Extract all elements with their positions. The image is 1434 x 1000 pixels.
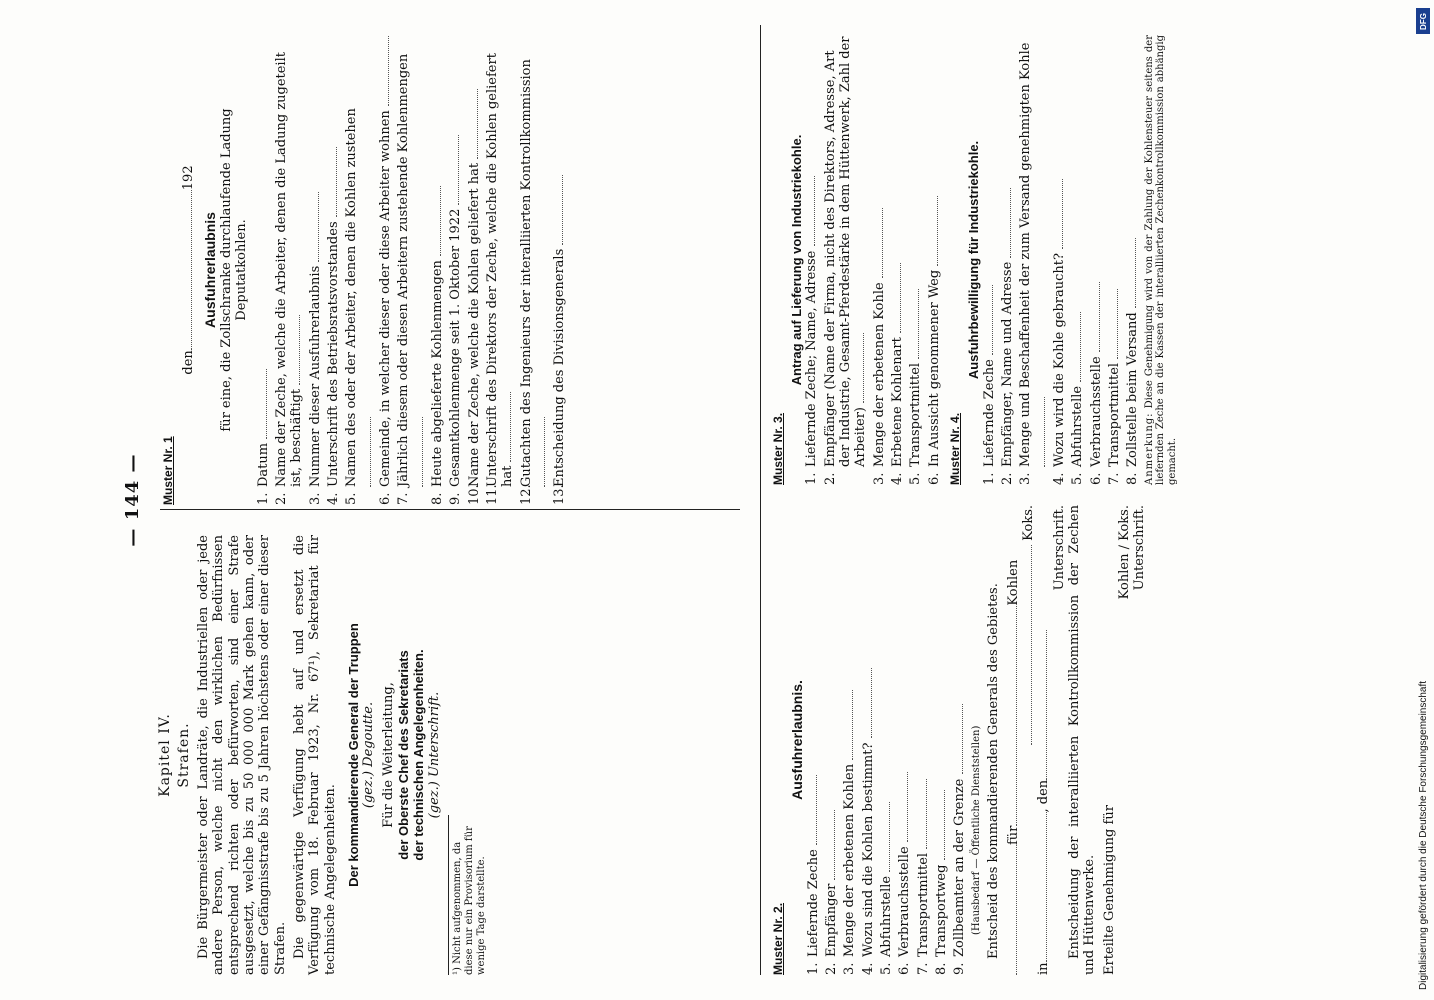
item-text: Namen des oder der Arbeiter, denen die Kohlen zustehen <box>344 108 360 487</box>
item-text: Gemeinde, in welcher dieser oder diese Arbeiter wohnen <box>377 106 393 487</box>
item-text: Unterschrift des Direktors der Zeche, welche die Kohlen geliefert hat <box>484 53 516 487</box>
chapter-section <box>155 535 487 975</box>
muster-2-items <box>806 505 968 975</box>
fill-in-line <box>926 779 927 849</box>
chapter-title: Kapitel IV. <box>157 713 173 797</box>
item-text: Erbetene Kohlenart <box>890 333 906 467</box>
item-text: Transportmittel <box>915 848 931 957</box>
fill-in-line <box>816 775 817 845</box>
secretary-signature: (gez.) Unterschrift. <box>426 691 442 819</box>
fill-in-line <box>889 802 890 872</box>
muster-1-item-3 <box>308 35 323 505</box>
fill-in-line <box>907 772 908 842</box>
muster-3-item-2 <box>823 35 869 485</box>
item-number: 7. <box>396 492 412 505</box>
dfg-logo: DFG <box>1416 8 1430 34</box>
fill-in-line <box>388 36 389 106</box>
item-text: Heute abgelieferte Kohlenmengen <box>429 255 445 487</box>
muster-2-item-2 <box>824 505 839 975</box>
muster-2-item-6 <box>897 505 912 975</box>
penalty-paragraph: Die Bürgermeister oder Landräte, die Industriellen oder jede andere Person, welche nicht den wirklichen Bedürfnissen entsprechend richten oder befürworten, sind einer Strafe ausgesetzt, welche bis zu 50 000 000 Mark gehen kann, oder einer Gefängnisstrafe bis zu 5 Jahren höchstens oder einer dieser Strafen. <box>196 535 288 975</box>
fill-in-line <box>510 392 511 462</box>
muster-2-item-7 <box>916 505 931 975</box>
item-number: 3. <box>307 492 323 505</box>
item-number: 4. <box>890 472 906 485</box>
item-text: Jährlich diesem oder diesen Arbeitern zustehende Kohlenmengen <box>396 53 412 487</box>
rotated-document <box>60 25 1434 975</box>
item-text: Empfänger, Name und Adresse <box>999 257 1015 467</box>
item-text: Entscheidung des Divisionsgenerals <box>552 244 568 487</box>
item-number: 3. <box>871 472 887 485</box>
fill-in-line <box>477 89 478 159</box>
muster-1-item-13 <box>552 35 567 505</box>
item-text: Transportweg <box>933 860 949 957</box>
muster-4-title: Ausfuhrbewilligung für Industriekohle. <box>966 140 982 380</box>
fill-in-line <box>852 690 853 760</box>
item-text: Datum <box>255 438 271 487</box>
fuer-line: für Kohlen <box>1006 505 1021 975</box>
muster-4-item-2 <box>1000 35 1015 485</box>
item-number: 6. <box>897 962 913 975</box>
muster-4-label: Muster Nr. 4. <box>948 412 963 485</box>
muster-1-item-8 <box>430 35 445 505</box>
footnote: ¹) Nicht aufgenommen, da diese nur ein Provisorium für wenige Tage darstellte. <box>451 826 487 975</box>
item-number: 7. <box>1106 472 1122 485</box>
item-text: Wozu wird die Kohle gebraucht? <box>1051 248 1067 467</box>
item-number: 3. <box>1018 472 1034 485</box>
item-text: Zollstelle beim Versand <box>1125 308 1141 467</box>
item-number: 3. <box>842 962 858 975</box>
fill-in-line <box>900 263 901 333</box>
muster-1-item-4 <box>326 35 341 505</box>
item-text: Gutachten des Ingenieurs der interalliierten Kontrollkommission <box>518 59 534 487</box>
fill-in-line <box>944 790 945 860</box>
muster-4-item-3 <box>1018 35 1049 485</box>
fill-in-line <box>937 196 938 266</box>
item-number: 8. <box>1125 472 1141 485</box>
fill-in-line <box>422 417 423 487</box>
item-number: 9. <box>952 962 968 975</box>
fill-in-line <box>266 369 267 439</box>
item-number: 5. <box>908 472 924 485</box>
muster-1-item-11 <box>485 35 516 505</box>
item-text: Abfuhrstelle <box>1070 381 1086 467</box>
fill-in-line <box>336 147 337 217</box>
item-number: 8. <box>429 492 445 505</box>
muster-3-item-1 <box>804 35 819 485</box>
item-number: 1. <box>255 492 271 505</box>
muster-3-items <box>804 35 942 485</box>
item-text: Wozu sind die Kohlen bestimmt? <box>860 738 876 957</box>
item-number: 1. <box>805 962 821 975</box>
item-number: 1. <box>981 472 997 485</box>
muster-1-item-6 <box>378 35 393 505</box>
muster-3-item-3 <box>872 35 887 485</box>
secretary-title-2: der technischen Angelegenheiten. <box>411 649 427 861</box>
muster-1-item-9 <box>448 35 463 505</box>
koks-line: Koks. <box>1021 505 1036 975</box>
muster-4-item-4 <box>1052 35 1067 485</box>
fill-in-line <box>1044 397 1045 467</box>
place-date-line: in , den <box>1036 505 1051 975</box>
muster-2-item-9 <box>952 505 967 975</box>
muster-2-item-4 <box>861 505 876 975</box>
chapter-subtitle: Strafen. <box>175 722 192 788</box>
item-text: Transportmittel <box>1106 358 1122 467</box>
item-number: 10. <box>466 484 482 505</box>
item-text: Verbrauchsstelle <box>897 842 913 957</box>
item-number: 13. <box>552 484 568 505</box>
item-text: Nummer dieser Ausfuhrerlaubnis <box>307 261 323 487</box>
secretary-title-1: der Oberste Chef des Sekretariats <box>395 650 411 860</box>
fill-in-line <box>863 333 864 403</box>
item-number: 2. <box>999 472 1015 485</box>
digitization-note: Digitalisierung gefördert durch die Deutsche Forschungsgemeinschaft <box>1418 680 1429 990</box>
item-number: 7. <box>915 962 931 975</box>
item-number: 6. <box>926 472 942 485</box>
item-number: 11. <box>484 484 500 505</box>
footnote-rule <box>448 815 487 975</box>
muster-1-item-12 <box>519 35 550 505</box>
muster-1-item-2 <box>274 35 305 505</box>
right-column <box>765 25 1415 975</box>
item-number: 5. <box>344 492 360 505</box>
fill-in-line <box>1135 238 1136 308</box>
muster-4-item-8 <box>1125 35 1140 485</box>
muster-2-item-8 <box>934 505 949 975</box>
item-number: 5. <box>1070 472 1086 485</box>
fill-in-line <box>1099 282 1100 352</box>
muster-3-label: Muster Nr. 3. <box>771 412 785 485</box>
item-text: In Aussicht genommener Weg <box>926 265 942 467</box>
fill-in-line <box>992 285 993 355</box>
commander-signature: (gez.) Degoutte. <box>361 701 377 809</box>
item-text: Name der Zeche, welche die Kohlen geliefert hat <box>466 158 482 487</box>
fill-in-line <box>882 208 883 278</box>
muster-2-section <box>765 505 1148 975</box>
muster-4-note: Anmerkung: Diese Genehmigung wird von der Zahlung der Kohlensteuer seitens der liefernden Zeche an die Kassen der interalliierten Zechenkontrollkommission abhängig gemacht. <box>1143 35 1179 485</box>
fill-in-line <box>1062 179 1063 249</box>
fill-in-line <box>834 810 835 880</box>
item-text: Empfänger (Name der Firma, nicht des Direktors, Adresse, Art der Industrie, Gesamt-Pferdestärke in dem Hüttenwerk, Zahl der Arbeiter) <box>822 36 869 467</box>
commander-title: Der kommandierende General der Truppen <box>345 623 361 887</box>
item-number: 9. <box>448 492 464 505</box>
fill-in-line <box>1117 289 1118 359</box>
item-number: 8. <box>933 962 949 975</box>
muster-3-section <box>765 35 1179 485</box>
muster-4-item-6 <box>1089 35 1104 485</box>
item-text: Menge der erbetenen Kohle <box>871 278 887 467</box>
fill-in-line <box>318 192 319 262</box>
item-text: Transportmittel <box>908 358 924 467</box>
column-divider-horizontal <box>760 25 761 975</box>
muster-4-item-5 <box>1070 35 1085 485</box>
fill-in-line <box>370 417 371 487</box>
item-text: Gesamtkohlenmenge seit 1. Oktober 1922 <box>448 204 464 487</box>
item-text: Abfuhrstelle <box>878 871 894 957</box>
fill-in-line <box>562 175 563 245</box>
muster-4-item-1 <box>982 35 997 485</box>
kohlen-koks-2: Kohlen / Koks. <box>1117 505 1133 600</box>
muster-1-item-1 <box>256 35 271 505</box>
item-number: 2. <box>822 472 838 485</box>
column-divider-left <box>160 509 740 510</box>
muster-1-label: Muster Nr. 1 <box>161 436 175 505</box>
item-number: 6. <box>377 492 393 505</box>
fill-in-line <box>1080 312 1081 382</box>
item-text: Liefernde Zeche <box>805 845 821 957</box>
unterschrift-1: Unterschrift. <box>1051 505 1067 591</box>
muster-2-item-5 <box>879 505 894 975</box>
fill-in-line <box>1010 188 1011 258</box>
muster-1-item-10 <box>467 35 482 505</box>
muster-3-title: Antrag auf Lieferung von Industriekohle. <box>789 134 805 386</box>
muster-2-decision-2: Entscheidung der interalliierten Kontrollkommission der Zechen und Hüttenwerke. <box>1067 505 1098 975</box>
fill-in-line <box>299 315 300 385</box>
muster-1-item-7 <box>396 35 427 505</box>
item-number: 4. <box>325 492 341 505</box>
muster-2-item-1 <box>806 505 821 975</box>
item-text: Menge und Beschaffenheit der zum Versand genehmigten Kohle <box>1018 42 1034 467</box>
muster-2-granted: Erteilte Genehmigung für <box>1101 805 1117 975</box>
muster-4-items <box>982 35 1141 485</box>
date-line: den 192 <box>181 165 197 375</box>
item-number: 4. <box>1051 472 1067 485</box>
muster-1-title: Ausfuhrerlaubnis <box>202 212 219 328</box>
item-number: 4. <box>860 962 876 975</box>
muster-1-item-5 <box>344 35 375 505</box>
item-text: Liefernde Zeche <box>981 355 997 467</box>
fill-in-line <box>962 705 963 775</box>
item-text: Name der Zeche, welche die Arbeiter, denen die Ladung zugeteilt ist, beschäftigt <box>273 52 305 487</box>
muster-2-item-3 <box>842 505 857 975</box>
fill-in-line <box>918 289 919 359</box>
repeal-paragraph: Die gegenwärtige Verfügung hebt auf und ersetzt die Verfügung vom 18. Februar 1923, Nr. 67¹), Sekretariat für technische Angelegenheiten. <box>292 535 338 975</box>
muster-1-subtitle-2: Deputatkohlen. <box>234 219 250 321</box>
left-column <box>155 25 755 975</box>
fill-in-line <box>871 668 872 738</box>
item-number: 2. <box>273 492 289 505</box>
muster-1-items <box>256 35 568 505</box>
fill-in-line <box>458 135 459 205</box>
muster-4-item-7 <box>1107 35 1122 485</box>
muster-3-item-6 <box>927 35 942 485</box>
fill-in-line <box>544 417 545 487</box>
item-number: 1. <box>804 472 820 485</box>
item-number: 2. <box>824 962 839 975</box>
muster-2-item-4-note: (Hausbedarf — Öffentliche Dienststellen) <box>970 725 982 935</box>
page-number: — 144 — <box>122 453 143 547</box>
item-text: Empfänger <box>824 879 839 957</box>
item-text: Menge der erbetenen Kohlen <box>842 759 858 957</box>
muster-1-subtitle-1: für eine, die Zollschranke durchlaufende Ladung <box>219 108 234 432</box>
item-text: Liefernde Zeche; Name, Adresse <box>804 246 820 467</box>
muster-1-section <box>155 35 571 505</box>
item-text: Unterschrift des Betriebsratsvorstandes <box>325 217 341 487</box>
fill-in-line <box>440 186 441 256</box>
muster-3-item-5 <box>908 35 923 485</box>
fill-in-line <box>814 176 815 246</box>
item-text: Zollbeamter an der Grenze <box>952 774 968 957</box>
muster-2-decision: Entscheid des kommandierenden Generals des Gebietes. <box>986 583 1002 959</box>
muster-3-item-4 <box>890 35 905 485</box>
muster-2-title: Ausfuhrerlaubnis. <box>789 680 806 800</box>
muster-2-label: Muster Nr. 2. <box>771 902 785 975</box>
unterschrift-2: Unterschrift. <box>1132 505 1148 591</box>
item-number: 12. <box>518 484 534 505</box>
forwarding-note: Für die Weiterleitung, <box>380 682 396 828</box>
item-number: 5. <box>878 962 894 975</box>
item-text: Verbrauchsstelle <box>1088 352 1104 467</box>
item-number: 6. <box>1088 472 1104 485</box>
